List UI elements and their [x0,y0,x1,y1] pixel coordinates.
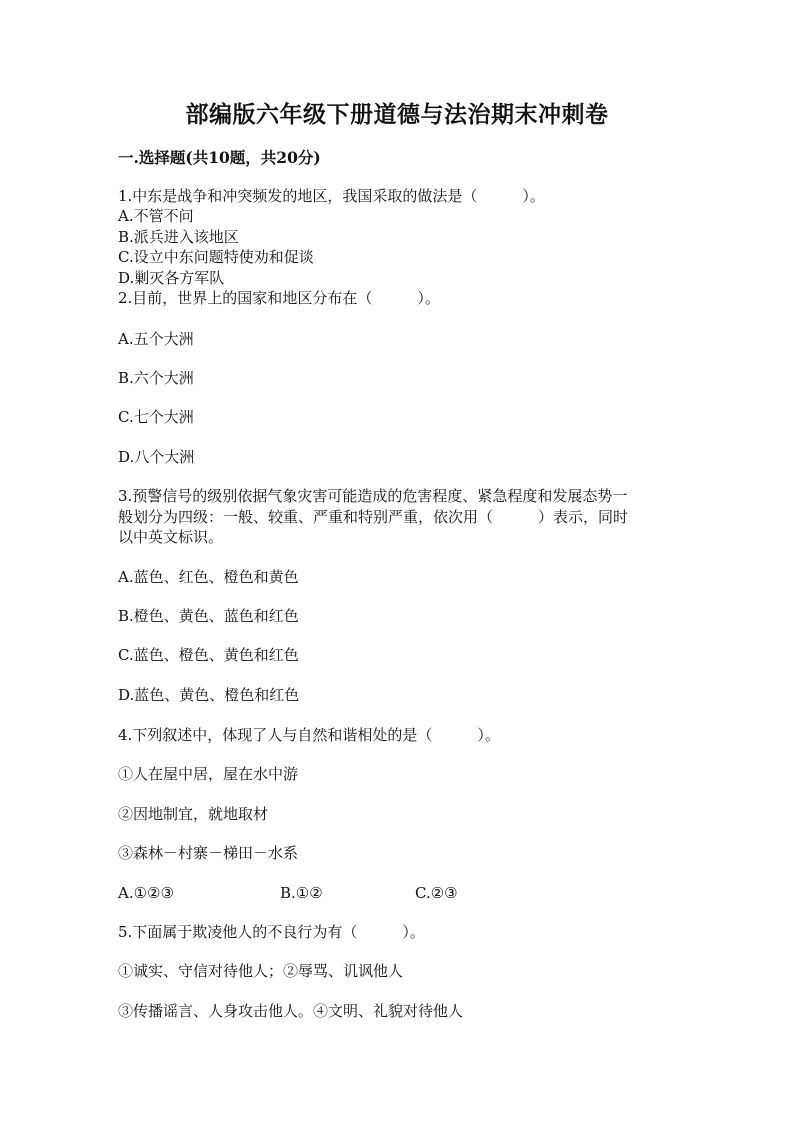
question-4-item-2: ②因地制宜，就地取材 [118,805,269,823]
question-3-option-a: A.蓝色、红色、橙色和黄色 [118,568,299,586]
section-heading: 一.选择题(共10题，共20分) [118,148,321,167]
question-5-stem: 5.下面属于欺凌他人的不良行为有（ ）。 [118,923,425,941]
question-3-stem-line-1: 3.预警信号的级别依据气象灾害可能造成的危害程度、紧急程度和发展态势一 [118,487,628,505]
question-2-stem: 2.目前，世界上的国家和地区分布在（ ）。 [118,289,440,307]
question-4-option-c: C.②③ [415,884,458,902]
question-2-option-a: A.五个大洲 [118,330,194,348]
question-3-option-b: B.橙色、黄色、蓝色和红色 [118,607,299,625]
question-2-option-b: B.六个大洲 [118,369,194,387]
question-4-option-a: A.①②③ [118,884,174,902]
question-1-option-a: A.不管不问 [118,207,194,225]
question-1-stem: 1.中东是战争和冲突频发的地区，我国采取的做法是（ ）。 [118,187,545,205]
question-5-item-1: ①诚实、守信对待他人；②辱骂、讥讽他人 [118,962,404,980]
question-3-option-c: C.蓝色、橙色、黄色和红色 [118,646,299,664]
question-5-item-2: ③传播谣言、人身攻击他人。④文明、礼貌对待他人 [118,1002,464,1020]
question-2-option-c: C.七个大洲 [118,408,194,426]
question-3-option-d: D.蓝色、黄色、橙色和红色 [118,686,300,704]
question-3-stem-line-2: 般划分为四级：一般、较重、严重和特别严重，依次用（ ）表示，同时 [118,508,629,526]
question-3-stem-line-3: 以中英文标识。 [118,528,224,546]
question-2-option-d: D.八个大洲 [118,448,195,466]
question-1-option-d: D.剿灭各方军队 [118,269,225,287]
question-1-option-c: C.设立中东问题特使劝和促谈 [118,248,314,266]
question-4-stem: 4.下列叙述中，体现了人与自然和谐相处的是（ ）。 [118,726,500,744]
question-4-option-b: B.①② [280,884,323,902]
question-4-item-1: ①人在屋中居，屋在水中游 [118,765,299,783]
page-title: 部编版六年级下册道德与法治期末冲刺卷 [185,101,609,128]
question-1-option-b: B.派兵进入该地区 [118,228,239,246]
question-4-item-3: ③森林－村寨－梯田－水系 [118,844,299,862]
